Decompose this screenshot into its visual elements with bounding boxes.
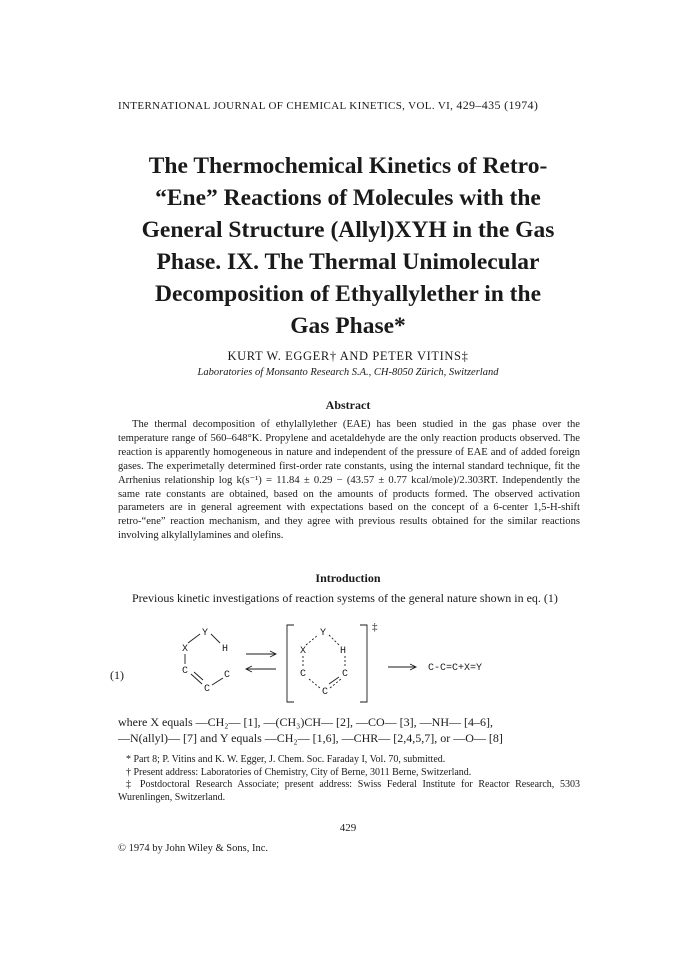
introduction-paragraph: Previous kinetic investigations of reaction systems of the general nature shown in eq. (1) [132,591,558,605]
running-header [118,98,578,113]
products-formula: C-C=C+X=Y [428,663,483,674]
ts-atom-x: X [300,646,307,657]
introduction-heading: Introduction [315,571,381,585]
title-line: Decomposition of Ethyallylether in the [155,281,541,307]
article-title [100,150,596,342]
ts-atom-c: C [300,669,307,680]
reactant-atom-c: C [224,670,231,681]
author-list: KURT W. EGGER† AND PETER VITINS‡ [227,349,469,363]
footnote: ‡ Postdoctoral Research Associate; present address: Swiss Federal Institute for Reactor Research, 5303 Wurenlingen, Switzerland. [118,779,580,803]
footnote: † Present address: Laboratories of Chemistry, City of Berne, 3011 Berne, Switzerland. [126,766,472,778]
ts-atom-h: H [340,646,347,657]
page-range: 429–435 (1974) [456,98,539,112]
abstract-heading: Abstract [325,398,371,412]
reactant-atom-h: H [222,644,229,655]
abstract-body: The thermal decomposition of ethylallylether (EAE) has been studied in the gas phase over the temperature range of 560–648°K. Propylene and acetaldehyde are the only reaction products observed. The reaction is apparently homogeneous in nature and independent of the pressure of EAE and of added foreign gases. The experimetally determined first-order rate constants, using the internal standard technique, fit the Arrhenius relationship log k(s⁻¹) = 11.84 ± 0.29 − (43.57 ± 0.77 kcal/mole)/2.303RT. Independently the same rate constants are obtained, based on the amounts of products formed. The observed activation parameters are in general agreement with expectations based on the concept of a 6-center 1,5-H-shift retro-“ene” reaction mechanism, and they agree with previous results obtained for the similar reactions involving alkylallylamines and olefins. [118,419,580,542]
reactant-atom-y: Y [202,628,209,639]
journal-name: INTERNATIONAL JOURNAL OF CHEMICAL KINETICS, VOL. VI, [118,100,454,112]
reactant-atom-c: C [182,666,189,677]
ts-atom-y: Y [320,628,327,639]
title-line: Phase. IX. The Thermal Unimolecular [156,249,540,275]
title-line: General Structure (Allyl)XYH in the Gas [141,217,555,243]
equation-label: (1) [110,668,124,682]
footnote: * Part 8; P. Vitins and K. W. Egger, J. Chem. Soc. Faraday I, Vol. 70, submitted. [126,754,446,765]
double-dagger: ‡ [372,622,378,633]
reactant-atom-c: C [204,684,211,695]
title-line: “Ene” Reactions of Molecules with the [155,185,541,211]
footnotes [118,754,580,804]
ts-atom-c: C [322,687,329,698]
substituent-line: where X equals —CH₂— [1], —(CH₃)CH— [2], —CO— [3], —NH— [4–6], [118,715,493,729]
title-line: Gas Phase* [290,313,406,339]
substituent-list [118,714,580,746]
reaction-scheme [110,622,590,704]
substituent-line: —N(allyl)— [7] and Y equals —CH₂— [1,6], —CHR— [2,4,5,7], or —O— [8] [118,731,503,745]
page-number: 429 [339,822,357,834]
copyright-notice: © 1974 by John Wiley & Sons, Inc. [118,843,268,854]
affiliation: Laboratories of Monsanto Research S.A., CH-8050 Zürich, Switzerland [197,367,499,378]
title-line: The Thermochemical Kinetics of Retro- [148,153,548,179]
reactant-atom-x: X [182,644,189,655]
ts-atom-c: C [342,669,349,680]
